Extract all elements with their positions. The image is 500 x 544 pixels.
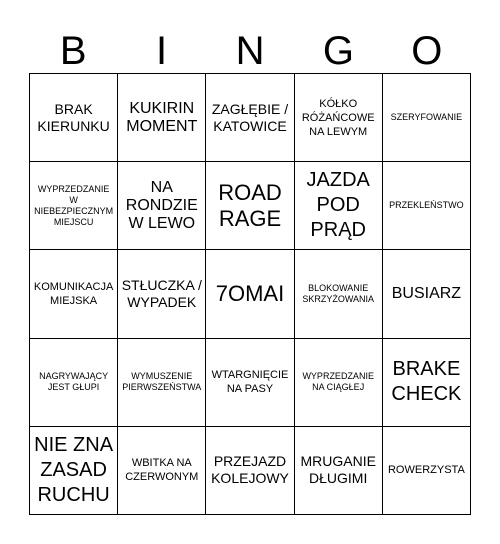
bingo-cell[interactable] (383, 74, 471, 162)
cell-label: BRAK KIERUNKU (37, 100, 110, 134)
header-letter-i: I (156, 29, 168, 73)
cell-label: STŁUCZKA / WYPADEK (121, 276, 202, 310)
cell-label: 7OMAI (215, 280, 285, 306)
bingo-cell[interactable] (383, 427, 471, 515)
cell-label: BUSIARZ (391, 284, 462, 302)
bingo-cell[interactable] (383, 250, 471, 338)
cell-label: WYMUSZENIE PIERWSZEŃSTWA (122, 371, 202, 393)
header-letter-b: B (59, 29, 87, 73)
bingo-cell[interactable] (30, 74, 118, 162)
bingo-cell[interactable] (30, 339, 118, 427)
cell-label: PRZEKLEŃSTWO (389, 200, 464, 211)
bingo-cell[interactable] (206, 250, 294, 338)
cell-label: BRAKE CHECK (391, 358, 462, 406)
bingo-cell[interactable] (118, 250, 206, 338)
cell-label: ROWERZYSTA (387, 464, 465, 477)
bingo-cell[interactable] (30, 427, 118, 515)
bingo-cell[interactable] (30, 162, 118, 250)
bingo-cell[interactable] (118, 339, 206, 427)
bingo-cell[interactable] (295, 162, 383, 250)
cell-label: BLOKOWANIE SKRZYŻOWANIA (302, 282, 375, 304)
bingo-cell[interactable] (206, 74, 294, 162)
bingo-cell[interactable] (295, 339, 383, 427)
bingo-cell[interactable] (118, 427, 206, 515)
header-letter-o: O (411, 29, 443, 73)
bingo-cell[interactable] (118, 74, 206, 162)
bingo-cell[interactable] (30, 250, 118, 338)
cell-label: JAZDA POD PRĄD (306, 169, 370, 242)
bingo-card (29, 73, 471, 515)
cell-label: WTARGNIĘCIE NA PASY (211, 369, 289, 396)
bingo-cell[interactable] (295, 250, 383, 338)
cell-label: ROAD RAGE (218, 179, 282, 231)
cell-label: ZAGŁĘBIE / KATOWICE (211, 100, 289, 134)
bingo-cell[interactable] (383, 339, 471, 427)
bingo-cell[interactable] (295, 74, 383, 162)
cell-label: WYPRZEDZANIE W NIEBEZPIECZNYM MIEJSCU (34, 183, 114, 227)
cell-label: NA RONDZIE W LEWO (125, 178, 198, 232)
header-letter-n: N (235, 29, 265, 73)
cell-label: MRUGANIE DŁUGIMI (300, 453, 376, 487)
cell-label: SZERYFOWANIE (390, 112, 463, 123)
bingo-cell[interactable] (206, 427, 294, 515)
bingo-cell[interactable] (206, 339, 294, 427)
header-letter-g: G (322, 29, 354, 73)
cell-label: NIE ZNA ZASAD RUCHU (34, 433, 114, 506)
bingo-header (29, 28, 471, 74)
cell-label: WBITKA NA CZERWONYM (125, 457, 199, 484)
cell-label: KÓŁKO RÓŻAŃCOWE NA LEWYM (301, 97, 375, 138)
bingo-cell[interactable] (383, 162, 471, 250)
bingo-cell[interactable] (206, 162, 294, 250)
cell-label: NAGRYWAJĄCY JEST GŁUPI (39, 371, 109, 393)
cell-label: WYPRZEDZANIE NA CIĄGŁEJ (302, 371, 374, 393)
cell-label: KUKIRIN MOMENT (126, 99, 198, 135)
bingo-cell[interactable] (295, 427, 383, 515)
cell-label: KOMUNIKACJA MIEJSKA (33, 280, 114, 307)
bingo-cell[interactable] (118, 162, 206, 250)
cell-label: PRZEJAZD KOLEJOWY (211, 453, 289, 487)
